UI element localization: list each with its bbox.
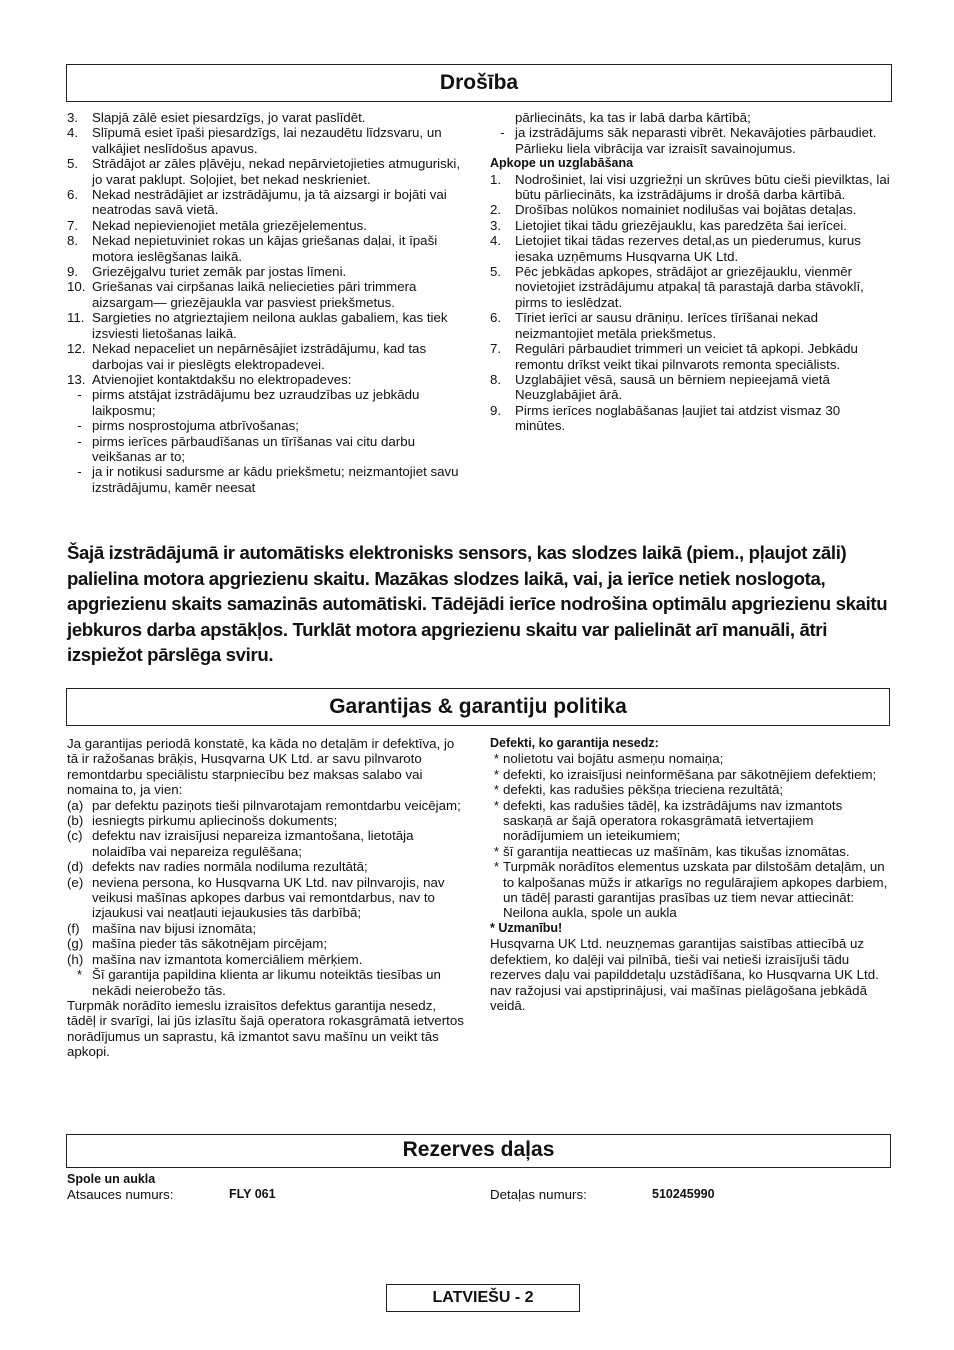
reference-number-value: FLY 061 [229,1187,276,1202]
list-item-marker: - [77,418,82,434]
list-item [67,936,465,951]
list-item-marker: (b) [67,813,84,829]
list-item [490,844,890,859]
list-item-text: pirms atstājat izstrādājumu bez uzraudzības uz jebkādu laikposmu; [92,387,420,418]
list-item-marker: * [493,782,500,798]
list-item [490,310,890,341]
list-item [67,125,463,156]
list-item-marker: (c) [67,828,83,844]
list-item-text: Strādājot ar zāles pļāvēju, nekad nepārvietojieties atmuguriski, jo varat paklupt. Soļojiet, bet nekad neskrieniet. [92,156,461,187]
list-item [490,110,890,125]
sensor-paragraph: Šajā izstrādājumā ir automātisks elektronisks sensors, kas slodzes laikā (piem., pļaujot zāli) palielina motora apgriezienu skaitu. Mazākas slodzes laikā, vai, ja ierīce netiek noslogota, apgriezienu skaits samazinās automātiski. Tādējādi ierīce nodrošina optimālu apgriezienu skaitu jebkuros darba apstākļos. Turklāt motora apgriezienu skaitu var palielināt arī manuāli, ātri izspiežot pārslēga sviru. [67,542,888,665]
list-item [490,782,890,797]
list-item-marker: 9. [490,402,502,418]
list-item-marker [490,110,515,125]
list-item-text: defekti, kas radušies pēkšņa trieciena rezultātā; [503,782,784,798]
list-item-text: pārliecināts, ka tas ir labā darba kārtībā; [515,110,751,125]
list-item-marker: 8. [67,233,79,249]
list-item-marker: 13. [67,371,86,387]
spare-parts-left [67,1172,467,1203]
list-item-text: Regulāri pārbaudiet trimmeri un veiciet tā apkopi. Jebkādu remontu drīkst veikt tikai pilnvarots remonta speciālists. [515,341,858,372]
list-item [67,828,465,859]
list-item [67,341,463,372]
list-item-marker: * [76,967,83,983]
list-item-text: Lietojiet tikai tādu griezējauklu, kas paredzēta šai ierīcei. [515,217,847,233]
list-item-text: šī garantija neattiecas uz mašīnām, kas tikušas iznomātas. [503,843,850,859]
list-item [67,921,465,936]
list-item-text: Uzglabājiet vēsā, sausā un bērniem nepieejamā vietā Neuzglabājiet ārā. [515,371,830,403]
list-item-marker: * [493,751,500,767]
list-item-text: Lietojiet tikai tādas rezerves detal,as un piederumus, kurus iesaka uzņēmums Husqvarna UK Ltd. [515,233,861,264]
list-item-marker: (d) [67,859,84,875]
list-item [67,187,463,218]
list-item [67,387,463,418]
not-covered-heading: Defekti, ko garantija nesedz: [490,736,659,750]
safety-right-column [490,110,890,434]
list-item-marker: (g) [67,936,84,952]
list-item-text: Turpmāk norādītos elementus uzskata par dilstošām detaļām, un to kalpošanas mūžs ir atkarīgs no regulārajiem apkopes darbiem, un tādēļ parasti garantijas prasības uz tiem nevar attiecināt: Neilona aukla, spole un aukla [503,859,888,921]
list-item-text: Nekad nepaceliet un nepārnēsājiet izstrādājumu, kad tas darbojas vai ir pieslēgts elektropadevei. [92,341,427,372]
list-item [490,403,890,434]
list-item-text: Sargieties no atgrieztajiem neilona auklas gabaliem, kas tiek izsviesti lietošanas laikā. [92,310,448,341]
list-item-text: Šī garantija papildina klienta ar likumu noteiktās tiesības un nekādi neierobežo tās. [92,967,441,998]
list-item-text: Nekad nestrādājiet ar izstrādājumu, ja tā aizsargi ir bojāti vai neatrodas savā vietā. [92,187,447,218]
list-item-marker: 9. [67,264,79,280]
list-item [490,372,890,403]
list-item-text: Nodrošiniet, lai visi uzgriežņi un skrūves būtu cieši pievilktas, lai būtu pārliecināts, ka izstrādājums ir drošā darba kārtībā. [515,171,890,203]
list-item-text: pirms ierīces pārbaudīšanas un tīrīšanas vai citu darbu veikšanas ar to; [92,433,415,464]
list-item-text: neviena persona, ko Husqvarna UK Ltd. nav pilnvarojis, nav veikusi mašīnas apkopes darbus vai remontdarbus, nav to izjaukusi vai neatļauti iejaukusies tās darbībā; [92,874,445,921]
list-item [67,310,463,341]
list-item-marker: 4. [67,125,79,141]
attention-text: Husqvarna UK Ltd. neuzņemas garantijas saistības attiecībā uz defektiem, ko daļēji vai pilnībā, tieši vai netieši izraisījuši tādu rezerves daļu vai papilddetaļu uzstādīšana, ko Husqvarna UK Ltd. nav ražojusi vai apstiprinājusi, vai mašīnas pielāgošana jebkādā veidā. [490,936,879,1013]
list-item [67,434,463,465]
list-item-text: pirms nosprostojuma atbrīvošanas; [92,418,299,434]
list-item-marker: - [77,433,82,449]
list-item [67,798,465,813]
list-item-marker: 10. [67,279,86,295]
list-item-marker: 1. [490,171,502,187]
list-item-marker: 12. [67,341,86,357]
list-item [490,341,890,372]
list-item-text: Pēc jebkādas apkopes, strādājot ar griezējauklu, vienmēr novietojiet izstrādājumu atpakaļ tā parastajā darba stāvoklī, pirms to ieslēdzat. [515,264,864,310]
list-item-text: defekts nav radies normāla nodiluma rezultātā; [92,859,368,875]
list-item [490,264,890,310]
warranty-conditions-list [67,798,465,998]
list-item-text: Atvienojiet kontaktdakšu no elektropadeves: [92,371,352,387]
list-item-marker: - [77,464,82,480]
list-item-marker: 2. [490,202,502,218]
list-item-text: iesniegts pirkumu apliecinošs dokuments; [92,813,338,829]
list-item-text: defekti, ko izraisījusi neinformēšana par sākotnējiem defektiem; [503,766,877,782]
list-item-marker: 6. [490,310,502,326]
maintenance-list [490,172,890,434]
safety-left-list [67,110,463,495]
warranty-intro: Ja garantijas periodā konstatē, ka kāda no detaļām ir defektīva, jo tā ir ražošanas brāķis, Husqvarna UK Ltd. ar savu pilnvaroto remontdarbu speciālistu starpniecību bez maksas salabo vai nomaina to, ja vien: [67,736,455,798]
list-item-text: nolietotu vai bojātu asmeņu nomaiņa; [503,751,724,767]
list-item-text: Griešanas vai cirpšanas laikā neliecieties pāri trimmera aizsargam— griezējaukla var pasviest priekšmetus. [92,279,417,310]
spare-parts-subheading: Spole un aukla [67,1172,156,1186]
list-item-text: defekti, kas radušies tādēļ, ka izstrādājums nav izmantots saskaņā ar šajā operatora rokasgrāmatā ietvertajiem norādījumiem un ieteikumiem; [503,797,843,844]
attention-heading: * Uzmanību! [490,920,563,935]
list-item-text: ja izstrādājums sāk neparasti vibrēt. Nekavājoties pārbaudiet. Pārlieku liela vibrācija var izraisīt savainojumus. [515,125,877,156]
list-item-text: Drošības nolūkos nomainiet nodilušas vai bojātas detaļas. [515,202,857,218]
list-item-text: Slīpumā esiet īpaši piesardzīgs, lai nezaudētu līdzsvaru, un valkājiet neslīdošus apavus. [92,125,442,156]
maintenance-heading: Apkope un uzglabāšana [490,156,634,171]
list-item [490,233,890,264]
part-number-value: 510245990 [652,1187,715,1202]
list-item-text: Slapjā zālē esiet piesardzīgs, jo varat paslīdēt. [92,110,366,125]
list-item-text: Tīriet ierīci ar sausu drāniņu. Ierīces tīrīšanai nekad neizmantojiet metāla priekšmetus. [515,310,819,341]
list-item-marker: - [77,387,82,403]
list-item [67,875,465,921]
safety-title: Drošība [66,64,892,102]
not-covered-list [490,751,890,920]
list-item-marker: 7. [490,341,502,357]
list-item [490,798,890,844]
list-item-marker: 3. [67,110,79,125]
list-item [490,125,890,156]
part-number-label: Detaļas numurs: [490,1187,587,1203]
list-item-marker: 8. [490,371,502,387]
reference-number-label: Atsauces numurs: [67,1187,174,1203]
warranty-right-column [490,736,890,1013]
list-item [490,172,890,203]
list-item [67,813,465,828]
list-item-marker: 6. [67,187,79,203]
list-item-marker: 5. [490,264,502,280]
list-item [67,859,465,874]
list-item [490,767,890,782]
list-item [67,967,465,998]
list-item [490,859,890,921]
warranty-closing: Turpmāk norādīto iemeslu izraisītos defektus garantija nesedz, tādēļ ir svarīgi, lai jūs izlasītu šajā operatora rokasgrāmatā ietvertos norādījumus un saprastu, kā izmantot savu mašīnu un veikt tās apkopi. [67,997,464,1060]
list-item-marker: (h) [67,951,84,967]
list-item [67,952,465,967]
list-item-marker: 5. [67,156,79,172]
list-item-marker: (e) [67,874,84,890]
list-item-text: Nekad nepietuviniet rokas un kājas griešanas daļai, it īpaši motora ieslēgšanas laikā. [92,233,438,264]
list-item-marker: - [500,125,505,141]
warranty-left-column [67,736,465,1060]
list-item-marker: 4. [490,233,502,249]
list-item-marker: * [493,843,500,859]
list-item-text: mašīna pieder tās sākotnējam pircējam; [92,936,328,952]
list-item-text: defektu nav izraisījusi nepareiza izmantošana, lietotāja nolaidība vai nepareiza regulēšana; [92,828,414,859]
list-item-marker: * [493,859,500,875]
safety-left-column [67,110,463,495]
list-item-marker: 3. [490,217,502,233]
list-item-text: Nekad nepievienojiet metāla griezējelementus. [92,217,367,233]
list-item-text: mašīna nav bijusi iznomāta; [92,920,257,936]
list-item-marker: (a) [67,797,84,813]
list-item-text: ja ir notikusi sadursme ar kādu priekšmetu; neizmantojiet savu izstrādājumu, kamēr neesat [92,464,459,495]
list-item-text: Pirms ierīces noglabāšanas ļaujiet tai atdzist vismaz 30 minūtes. [515,402,841,434]
list-item [67,264,463,279]
list-item [490,218,890,233]
list-item [490,202,890,217]
page-footer-language: LATVIEŠU - 2 [386,1284,580,1312]
list-item [67,233,463,264]
spare-parts-right [490,1187,890,1202]
list-item-text: par defektu paziņots tieši pilnvarotajam remontdarbu veicējam; [92,797,461,813]
list-item [67,218,463,233]
list-item [67,110,463,125]
list-item-marker: (f) [67,920,80,936]
list-item-marker: * [493,766,500,782]
spare-parts-title: Rezerves daļas [66,1134,891,1168]
list-item [67,279,463,310]
list-item [67,156,463,187]
safety-right-list [490,110,890,156]
list-item-marker: * [493,797,500,813]
list-item-text: Griezējgalvu turiet zemāk par jostas līmeni. [92,264,347,280]
list-item-marker: 7. [67,217,79,233]
list-item [490,751,890,766]
list-item [67,464,463,495]
list-item-marker: 11. [67,310,85,326]
list-item [67,418,463,433]
warranty-title: Garantijas & garantiju politika [66,688,890,726]
list-item-text: mašīna nav izmantota komerciāliem mērķiem. [92,951,363,967]
list-item [67,372,463,387]
